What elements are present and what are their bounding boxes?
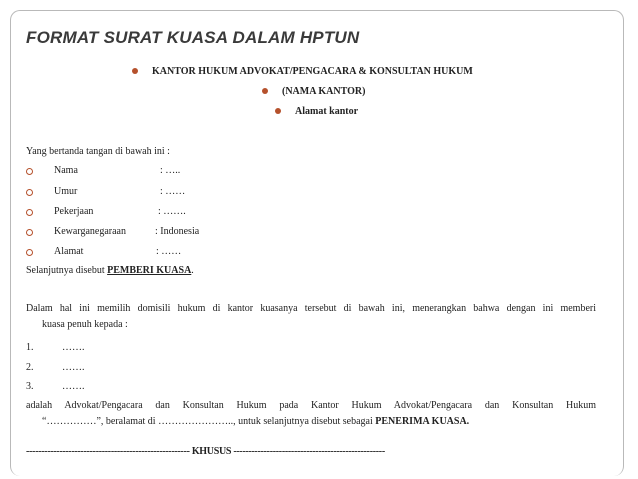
field-label-umur: Umur [54,186,78,197]
circle-bullet-icon [26,189,33,196]
grantor-suffix: . [191,265,194,276]
header-firm-text: KANTOR HUKUM ADVOKAT/PENGACARA & KONSULTAN HUKUM [152,66,473,77]
header-office-name-text: (NAMA KANTOR) [282,86,366,97]
grantor-line [26,265,194,276]
closing-term: PENERIMA KUASA. [375,416,470,427]
header-office-name [262,86,365,97]
numbered-1-num: 1. [26,342,34,353]
grantor-term: PEMBERI KUASA [107,265,192,276]
numbered-2-text: ……. [62,362,85,373]
header-firm [132,66,473,77]
circle-bullet-icon [26,168,33,175]
grantor-prefix: Selanjutnya disebut [26,265,108,276]
numbered-1-text: ……. [62,342,85,353]
field-value-alamat: : …… [156,246,182,257]
circle-bullet-icon [26,249,33,256]
header-office-address [275,106,358,117]
circle-bullet-icon [26,209,33,216]
bullet-icon [262,88,268,94]
field-label-nama: Nama [54,165,78,176]
bullet-icon [275,108,281,114]
field-value-umur: : …… [160,186,186,197]
field-value-pekerjaan: : ……. [158,206,186,217]
closing-line-2 [26,414,596,430]
khusus-divider: ------------------------------------------------------ KHUSUS -------------------------------------------------- [26,446,385,457]
domicile-paragraph [26,301,596,333]
numbered-2-num: 2. [26,362,34,373]
field-label-pekerjaan: Pekerjaan [54,206,94,217]
numbered-3-num: 3. [26,381,34,392]
intro-text: Yang bertanda tangan di bawah ini : [26,146,170,157]
header-office-address-text: Alamat kantor [295,106,359,117]
domicile-line-2: kuasa penuh kepada : [42,319,128,330]
numbered-3-text: ……. [62,381,85,392]
closing-line-2-text: “……………”, beralamat di ………………….., untuk selanjutnya disebut sebagai [42,416,376,427]
circle-bullet-icon [26,229,33,236]
domicile-line-1: Dalam hal ini memilih domisili hukum di kantor kuasanya tersebut di bawah ini, menerangkan bahwa dengan ini memberi [26,303,596,314]
bullet-icon [132,68,138,74]
field-label-alamat: Alamat [54,246,84,257]
closing-paragraph [26,398,596,430]
field-label-kewarganegaraan: Kewarganegaraan [54,226,126,237]
document-title: FORMAT SURAT KUASA DALAM HPTUN [26,28,360,47]
field-value-nama: : ….. [160,165,181,176]
closing-line-1: adalah Advokat/Pengacara dan Konsultan Hukum pada Kantor Hukum Advokat/Pengacara dan Konsultan Hukum [26,400,596,411]
field-value-kewarganegaraan: : Indonesia [155,226,200,237]
